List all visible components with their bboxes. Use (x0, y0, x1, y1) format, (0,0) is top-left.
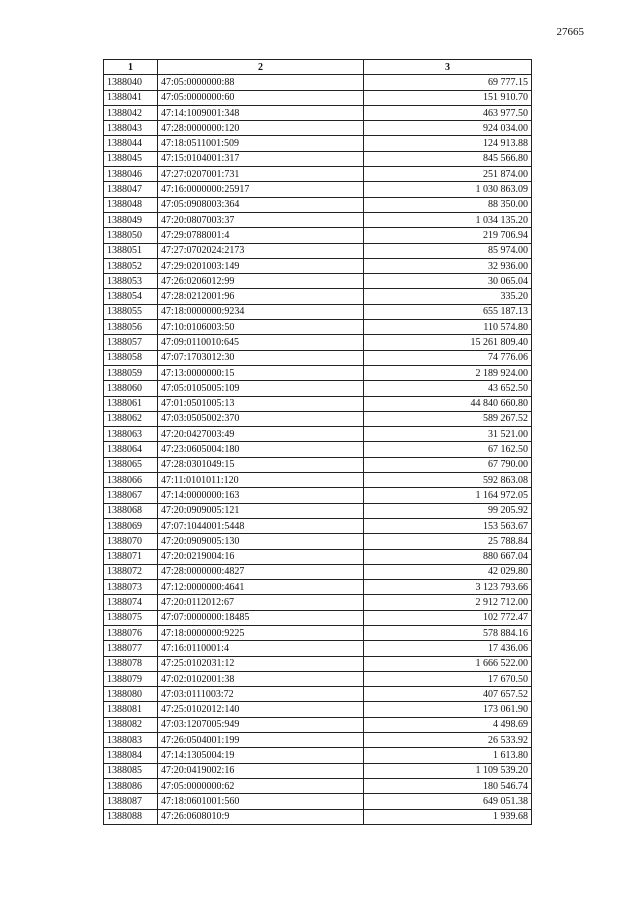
row-number-cell: 1388069 (104, 518, 158, 533)
row-number-cell: 1388067 (104, 488, 158, 503)
row-number-cell: 1388053 (104, 274, 158, 289)
value-cell: 3 123 793.66 (364, 580, 532, 595)
row-number-cell: 1388048 (104, 197, 158, 212)
table-row (104, 289, 532, 304)
cadastral-number-cell: 47:07:1044001:5448 (158, 518, 364, 533)
row-number-cell: 1388041 (104, 90, 158, 105)
value-cell: 180 546.74 (364, 778, 532, 793)
row-number-cell: 1388084 (104, 748, 158, 763)
value-cell: 67 790.00 (364, 457, 532, 472)
table-row (104, 411, 532, 426)
row-number-cell: 1388045 (104, 151, 158, 166)
row-number-cell: 1388077 (104, 641, 158, 656)
table-row (104, 671, 532, 686)
row-number-cell: 1388065 (104, 457, 158, 472)
row-number-cell: 1388068 (104, 503, 158, 518)
table-row (104, 457, 532, 472)
table-row (104, 258, 532, 273)
value-cell: 589 267.52 (364, 411, 532, 426)
value-cell: 251 874.00 (364, 167, 532, 182)
cadastral-number-cell: 47:20:0219004:16 (158, 549, 364, 564)
table-row (104, 320, 532, 335)
row-number-cell: 1388060 (104, 381, 158, 396)
row-number-cell: 1388043 (104, 121, 158, 136)
cadastral-number-cell: 47:27:0207001:731 (158, 167, 364, 182)
table-row (104, 488, 532, 503)
cadastral-number-cell: 47:05:0000000:88 (158, 75, 364, 90)
cadastral-number-cell: 47:05:0908003:364 (158, 197, 364, 212)
table-row (104, 809, 532, 824)
cadastral-number-cell: 47:27:0702024:2173 (158, 243, 364, 258)
row-number-cell: 1388058 (104, 350, 158, 365)
cadastral-number-cell: 47:07:0000000:18485 (158, 610, 364, 625)
row-number-cell: 1388074 (104, 595, 158, 610)
row-number-cell: 1388076 (104, 625, 158, 640)
table-row (104, 396, 532, 411)
value-cell: 32 936.00 (364, 258, 532, 273)
row-number-cell: 1388046 (104, 167, 158, 182)
column-header-1: 1 (104, 60, 158, 75)
value-cell: 42 029.80 (364, 564, 532, 579)
table-row (104, 564, 532, 579)
row-number-cell: 1388085 (104, 763, 158, 778)
value-cell: 17 436.06 (364, 641, 532, 656)
value-cell: 463 977.50 (364, 105, 532, 120)
cadastral-number-cell: 47:20:0807003:37 (158, 212, 364, 227)
table-row (104, 243, 532, 258)
row-number-cell: 1388064 (104, 442, 158, 457)
cadastral-number-cell: 47:14:1305004:19 (158, 748, 364, 763)
value-cell: 1 164 972.05 (364, 488, 532, 503)
value-cell: 2 912 712.00 (364, 595, 532, 610)
row-number-cell: 1388051 (104, 243, 158, 258)
table-row (104, 763, 532, 778)
row-number-cell: 1388056 (104, 320, 158, 335)
table-row (104, 641, 532, 656)
row-number-cell: 1388059 (104, 365, 158, 380)
value-cell: 31 521.00 (364, 427, 532, 442)
table-row (104, 197, 532, 212)
cadastral-number-cell: 47:12:0000000:4641 (158, 580, 364, 595)
row-number-cell: 1388073 (104, 580, 158, 595)
cadastral-number-cell: 47:18:0511001:509 (158, 136, 364, 151)
row-number-cell: 1388055 (104, 304, 158, 319)
value-cell: 17 670.50 (364, 671, 532, 686)
table-row (104, 794, 532, 809)
cadastral-number-cell: 47:20:0427003:49 (158, 427, 364, 442)
row-number-cell: 1388049 (104, 212, 158, 227)
table-row (104, 75, 532, 90)
value-cell: 15 261 809.40 (364, 335, 532, 350)
table-row (104, 350, 532, 365)
cadastral-number-cell: 47:05:0000000:60 (158, 90, 364, 105)
row-number-cell: 1388079 (104, 671, 158, 686)
value-cell: 44 840 660.80 (364, 396, 532, 411)
table-row (104, 473, 532, 488)
table-row (104, 503, 532, 518)
value-cell: 153 563.67 (364, 518, 532, 533)
cadastral-number-cell: 47:14:0000000:163 (158, 488, 364, 503)
row-number-cell: 1388071 (104, 549, 158, 564)
row-number-cell: 1388072 (104, 564, 158, 579)
row-number-cell: 1388054 (104, 289, 158, 304)
value-cell: 335.20 (364, 289, 532, 304)
value-cell: 25 788.84 (364, 534, 532, 549)
table-row (104, 717, 532, 732)
table-row (104, 212, 532, 227)
cadastral-number-cell: 47:15:0104001:317 (158, 151, 364, 166)
table-row (104, 656, 532, 671)
value-cell: 151 910.70 (364, 90, 532, 105)
row-number-cell: 1388061 (104, 396, 158, 411)
table-row (104, 518, 532, 533)
table-row (104, 687, 532, 702)
value-cell: 102 772.47 (364, 610, 532, 625)
table-row (104, 442, 532, 457)
cadastral-number-cell: 47:28:0212001:96 (158, 289, 364, 304)
cadastral-number-cell: 47:07:1703012:30 (158, 350, 364, 365)
value-cell: 845 566.80 (364, 151, 532, 166)
table-row (104, 274, 532, 289)
value-cell: 43 652.50 (364, 381, 532, 396)
value-cell: 219 706.94 (364, 228, 532, 243)
table-row (104, 182, 532, 197)
row-number-cell: 1388086 (104, 778, 158, 793)
table-row (104, 778, 532, 793)
row-number-cell: 1388057 (104, 335, 158, 350)
cadastral-number-cell: 47:03:1207005:949 (158, 717, 364, 732)
row-number-cell: 1388050 (104, 228, 158, 243)
value-cell: 655 187.13 (364, 304, 532, 319)
table-row (104, 595, 532, 610)
cadastral-number-cell: 47:18:0000000:9225 (158, 625, 364, 640)
row-number-cell: 1388081 (104, 702, 158, 717)
value-cell: 1 030 863.09 (364, 182, 532, 197)
row-number-cell: 1388083 (104, 733, 158, 748)
row-number-cell: 1388040 (104, 75, 158, 90)
value-cell: 1 666 522.00 (364, 656, 532, 671)
cadastral-number-cell: 47:05:0000000:62 (158, 778, 364, 793)
cadastral-number-cell: 47:05:0105005:109 (158, 381, 364, 396)
value-cell: 74 776.06 (364, 350, 532, 365)
data-table (103, 59, 532, 825)
value-cell: 85 974.00 (364, 243, 532, 258)
cadastral-number-cell: 47:09:0110010:645 (158, 335, 364, 350)
row-number-cell: 1388062 (104, 411, 158, 426)
value-cell: 649 051.38 (364, 794, 532, 809)
table-body (104, 75, 532, 825)
row-number-cell: 1388087 (104, 794, 158, 809)
cadastral-number-cell: 47:28:0000000:4827 (158, 564, 364, 579)
cadastral-number-cell: 47:03:0111003:72 (158, 687, 364, 702)
cadastral-number-cell: 47:14:1009001:348 (158, 105, 364, 120)
table-row (104, 304, 532, 319)
table-row (104, 335, 532, 350)
table-row (104, 580, 532, 595)
value-cell: 110 574.80 (364, 320, 532, 335)
table-row (104, 121, 532, 136)
table-row (104, 610, 532, 625)
value-cell: 4 498.69 (364, 717, 532, 732)
cadastral-number-cell: 47:26:0504001:199 (158, 733, 364, 748)
table-row (104, 748, 532, 763)
value-cell: 99 205.92 (364, 503, 532, 518)
row-number-cell: 1388066 (104, 473, 158, 488)
cadastral-number-cell: 47:10:0106003:50 (158, 320, 364, 335)
value-cell: 924 034.00 (364, 121, 532, 136)
value-cell: 880 667.04 (364, 549, 532, 564)
value-cell: 407 657.52 (364, 687, 532, 702)
row-number-cell: 1388088 (104, 809, 158, 824)
cadastral-number-cell: 47:01:0501005:13 (158, 396, 364, 411)
cadastral-number-cell: 47:03:0505002:370 (158, 411, 364, 426)
value-cell: 26 533.92 (364, 733, 532, 748)
cadastral-number-cell: 47:26:0206012:99 (158, 274, 364, 289)
cadastral-number-cell: 47:28:0000000:120 (158, 121, 364, 136)
value-cell: 2 189 924.00 (364, 365, 532, 380)
column-header-2: 2 (158, 60, 364, 75)
table-row (104, 365, 532, 380)
table-row (104, 427, 532, 442)
cadastral-number-cell: 47:18:0601001:560 (158, 794, 364, 809)
cadastral-number-cell: 47:20:0909005:121 (158, 503, 364, 518)
table-row (104, 549, 532, 564)
header-row (104, 60, 532, 75)
value-cell: 1 613.80 (364, 748, 532, 763)
row-number-cell: 1388042 (104, 105, 158, 120)
row-number-cell: 1388080 (104, 687, 158, 702)
row-number-cell: 1388082 (104, 717, 158, 732)
value-cell: 1 939.68 (364, 809, 532, 824)
cadastral-number-cell: 47:29:0201003:149 (158, 258, 364, 273)
cadastral-number-cell: 47:20:0419002:16 (158, 763, 364, 778)
cadastral-number-cell: 47:16:0110001:4 (158, 641, 364, 656)
table-row (104, 167, 532, 182)
page-number: 27665 (556, 26, 584, 38)
value-cell: 1 109 539.20 (364, 763, 532, 778)
cadastral-number-cell: 47:20:0112012:67 (158, 595, 364, 610)
table-row (104, 702, 532, 717)
cadastral-number-cell: 47:20:0909005:130 (158, 534, 364, 549)
cadastral-number-cell: 47:25:0102012:140 (158, 702, 364, 717)
row-number-cell: 1388063 (104, 427, 158, 442)
value-cell: 1 034 135.20 (364, 212, 532, 227)
value-cell: 592 863.08 (364, 473, 532, 488)
row-number-cell: 1388052 (104, 258, 158, 273)
table-row (104, 105, 532, 120)
table-row (104, 733, 532, 748)
row-number-cell: 1388078 (104, 656, 158, 671)
cadastral-number-cell: 47:11:0101011:120 (158, 473, 364, 488)
cadastral-number-cell: 47:25:0102031:12 (158, 656, 364, 671)
table-row (104, 136, 532, 151)
column-header-3: 3 (364, 60, 532, 75)
value-cell: 88 350.00 (364, 197, 532, 212)
cadastral-number-cell: 47:02:0102001:38 (158, 671, 364, 686)
value-cell: 578 884.16 (364, 625, 532, 640)
table-row (104, 381, 532, 396)
cadastral-number-cell: 47:28:0301049:15 (158, 457, 364, 472)
value-cell: 124 913.88 (364, 136, 532, 151)
cadastral-number-cell: 47:18:0000000:9234 (158, 304, 364, 319)
table-row (104, 228, 532, 243)
cadastral-number-cell: 47:13:0000000:15 (158, 365, 364, 380)
row-number-cell: 1388047 (104, 182, 158, 197)
row-number-cell: 1388075 (104, 610, 158, 625)
table-row (104, 534, 532, 549)
table-row (104, 151, 532, 166)
cadastral-number-cell: 47:26:0608010:9 (158, 809, 364, 824)
row-number-cell: 1388070 (104, 534, 158, 549)
cadastral-number-cell: 47:16:0000000:25917 (158, 182, 364, 197)
cadastral-number-cell: 47:29:0788001:4 (158, 228, 364, 243)
value-cell: 173 061.90 (364, 702, 532, 717)
row-number-cell: 1388044 (104, 136, 158, 151)
value-cell: 67 162.50 (364, 442, 532, 457)
table-row (104, 625, 532, 640)
value-cell: 69 777.15 (364, 75, 532, 90)
value-cell: 30 065.04 (364, 274, 532, 289)
cadastral-number-cell: 47:23:0605004:180 (158, 442, 364, 457)
table-row (104, 90, 532, 105)
